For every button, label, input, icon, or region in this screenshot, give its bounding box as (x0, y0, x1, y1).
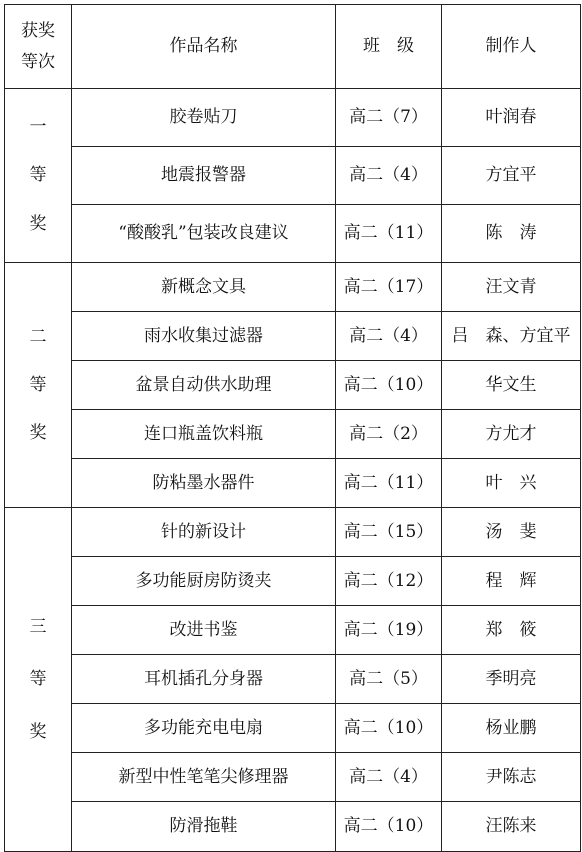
table-row (5, 89, 581, 147)
table-row (5, 205, 581, 263)
work-name-cell: 连口瓶盖饮料瓶 (72, 410, 336, 459)
award-level-third (5, 508, 72, 852)
author-cell: 汤 斐 (442, 508, 581, 557)
award-level-char: 三 (29, 617, 47, 638)
table-row (5, 361, 581, 410)
work-name-cell: 新概念文具 (72, 263, 336, 312)
award-level-char: 等 (29, 669, 47, 690)
author-cell: 方尤才 (442, 410, 581, 459)
header-author: 制作人 (442, 5, 581, 89)
table-row (5, 459, 581, 508)
class-cell: 高二（17） (336, 263, 442, 312)
work-name-cell: 改进书鉴 (72, 606, 336, 655)
class-cell: 高二（4） (336, 147, 442, 205)
work-name-cell: 防粘墨水器件 (72, 459, 336, 508)
author-cell: 吕 森、方宜平 (442, 312, 581, 361)
table-row (5, 263, 581, 312)
class-cell: 高二（15） (336, 508, 442, 557)
table-row (5, 147, 581, 205)
header-award-level-line2: 等次 (21, 51, 55, 72)
awards-table (4, 4, 581, 852)
class-cell: 高二（4） (336, 753, 442, 802)
header-award-level-line1: 获奖 (21, 21, 55, 42)
class-cell: 高二（7） (336, 89, 442, 147)
award-level-char: 二 (29, 326, 47, 347)
table-row (5, 606, 581, 655)
class-cell: 高二（5） (336, 655, 442, 704)
author-cell: 方宜平 (442, 147, 581, 205)
work-name-cell: 新型中性笔笔尖修理器 (72, 753, 336, 802)
class-cell: 高二（10） (336, 704, 442, 753)
author-cell: 陈 涛 (442, 205, 581, 263)
author-cell: 杨业鹏 (442, 704, 581, 753)
table-row (5, 312, 581, 361)
award-level-second (5, 263, 72, 508)
header-work-name: 作品名称 (72, 5, 336, 89)
author-cell: 汪文青 (442, 263, 581, 312)
class-cell: 高二（19） (336, 606, 442, 655)
award-level-first (5, 89, 72, 263)
table-row (5, 802, 581, 852)
header-class: 班 级 (336, 5, 442, 89)
author-cell: 叶 兴 (442, 459, 581, 508)
work-name-cell: 胶卷贴刀 (72, 89, 336, 147)
award-level-char: 一 (29, 117, 47, 137)
table-row (5, 753, 581, 802)
work-name-cell: 耳机插孔分身器 (72, 655, 336, 704)
table-row (5, 410, 581, 459)
author-cell: 尹陈志 (442, 753, 581, 802)
work-name-cell: 防滑拖鞋 (72, 802, 336, 852)
work-name-cell: 盆景自动供水助理 (72, 361, 336, 410)
award-level-char: 等 (29, 374, 47, 395)
work-name-cell: “酸酸乳”包装改良建议 (72, 205, 336, 263)
header-award-level (5, 5, 72, 89)
class-cell: 高二（2） (336, 410, 442, 459)
class-cell: 高二（11） (336, 459, 442, 508)
author-cell: 叶润春 (442, 89, 581, 147)
award-level-char: 奖 (29, 213, 47, 234)
author-cell: 华文生 (442, 361, 581, 410)
award-level-char: 奖 (29, 721, 47, 742)
award-level-char: 奖 (29, 423, 47, 444)
work-name-cell: 多功能充电电扇 (72, 704, 336, 753)
class-cell: 高二（12） (336, 557, 442, 606)
table-row (5, 704, 581, 753)
work-name-cell: 针的新设计 (72, 508, 336, 557)
table-row (5, 508, 581, 557)
author-cell: 季明亮 (442, 655, 581, 704)
class-cell: 高二（4） (336, 312, 442, 361)
class-cell: 高二（11） (336, 205, 442, 263)
table-row (5, 655, 581, 704)
class-cell: 高二（10） (336, 361, 442, 410)
work-name-cell: 多功能厨房防烫夹 (72, 557, 336, 606)
award-level-char: 等 (29, 165, 47, 186)
author-cell: 郑 筱 (442, 606, 581, 655)
author-cell: 汪陈来 (442, 802, 581, 852)
author-cell: 程 辉 (442, 557, 581, 606)
work-name-cell: 雨水收集过滤器 (72, 312, 336, 361)
header-row (5, 5, 581, 89)
class-cell: 高二（10） (336, 802, 442, 852)
table-row (5, 557, 581, 606)
work-name-cell: 地震报警器 (72, 147, 336, 205)
